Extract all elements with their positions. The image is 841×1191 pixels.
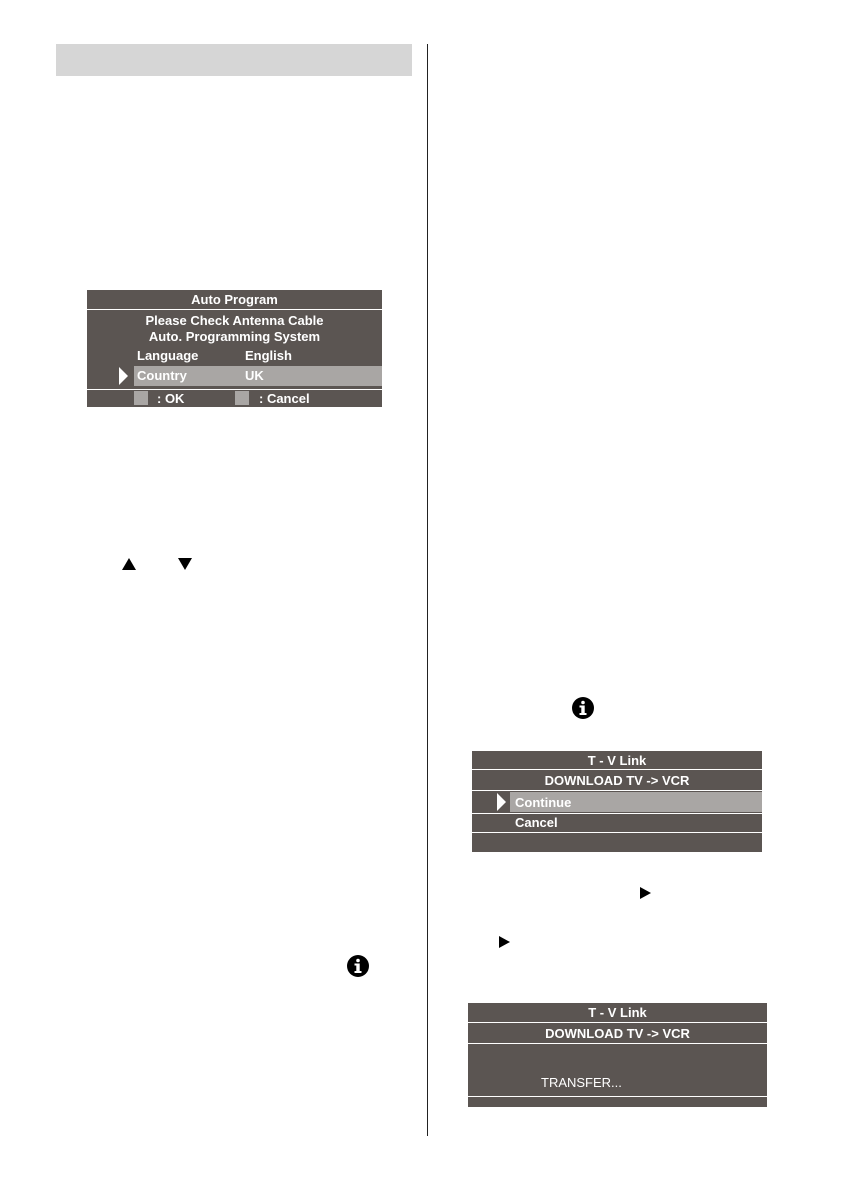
selection-pointer-icon — [119, 367, 128, 385]
tv-link-title-separator — [472, 769, 762, 770]
auto-program-title-text: Auto Program — [191, 292, 278, 307]
up-arrow-icon — [122, 558, 136, 570]
section-header-bar — [56, 44, 412, 76]
auto-program-dialog — [87, 290, 382, 407]
info-icon — [572, 697, 594, 719]
tv-link-menu-dialog — [472, 751, 762, 852]
tv-link-menu-subtitle — [472, 771, 762, 789]
selection-pointer-icon — [497, 793, 506, 811]
cancel-color-key-icon — [235, 391, 249, 405]
message-line-2: Auto. Programming System — [148, 329, 321, 344]
tv-link-subtitle-separator — [472, 790, 762, 791]
ok-color-key-icon — [134, 391, 148, 405]
tv-link-transfer-subtitle — [468, 1024, 767, 1043]
tv-link-transfer-subtitle-text: DOWNLOAD TV -> VCR — [545, 1026, 690, 1041]
tv-link-transfer-dialog — [468, 1003, 767, 1107]
cancel-option[interactable]: Cancel — [515, 815, 558, 830]
column-divider — [427, 44, 428, 1136]
cancel-button[interactable]: : Cancel — [259, 391, 310, 406]
country-label: Country — [137, 368, 187, 383]
tv-link-transfer-title-text: T - V Link — [588, 1004, 647, 1020]
language-label: Language — [137, 348, 199, 363]
message-line-1: Please Check Antenna Cable — [145, 313, 324, 328]
info-icon — [347, 955, 369, 977]
transfer-status: TRANSFER... — [541, 1075, 622, 1090]
tv-link-menu-title — [472, 751, 762, 769]
option-separator — [472, 813, 762, 814]
language-value[interactable]: English — [245, 348, 292, 363]
transfer-footer-separator — [468, 1096, 767, 1097]
footer-separator — [87, 389, 382, 390]
auto-program-title — [87, 290, 382, 309]
tv-link-menu-subtitle-text: DOWNLOAD TV -> VCR — [544, 772, 690, 788]
tv-link-transfer-title — [468, 1003, 767, 1021]
auto-program-message-1 — [87, 312, 382, 329]
tv-link-menu-title-text: T - V Link — [587, 752, 647, 768]
title-separator — [87, 309, 382, 310]
transfer-title-separator — [468, 1022, 767, 1023]
tv-link-footer-separator — [472, 832, 762, 833]
down-arrow-icon — [178, 558, 192, 570]
country-value[interactable]: UK — [245, 368, 264, 383]
ok-button[interactable]: : OK — [157, 391, 185, 406]
auto-program-message-2 — [87, 328, 382, 345]
right-arrow-icon — [640, 887, 651, 899]
continue-option[interactable]: Continue — [515, 795, 572, 810]
right-arrow-icon — [499, 936, 510, 948]
transfer-subtitle-separator — [468, 1043, 767, 1044]
